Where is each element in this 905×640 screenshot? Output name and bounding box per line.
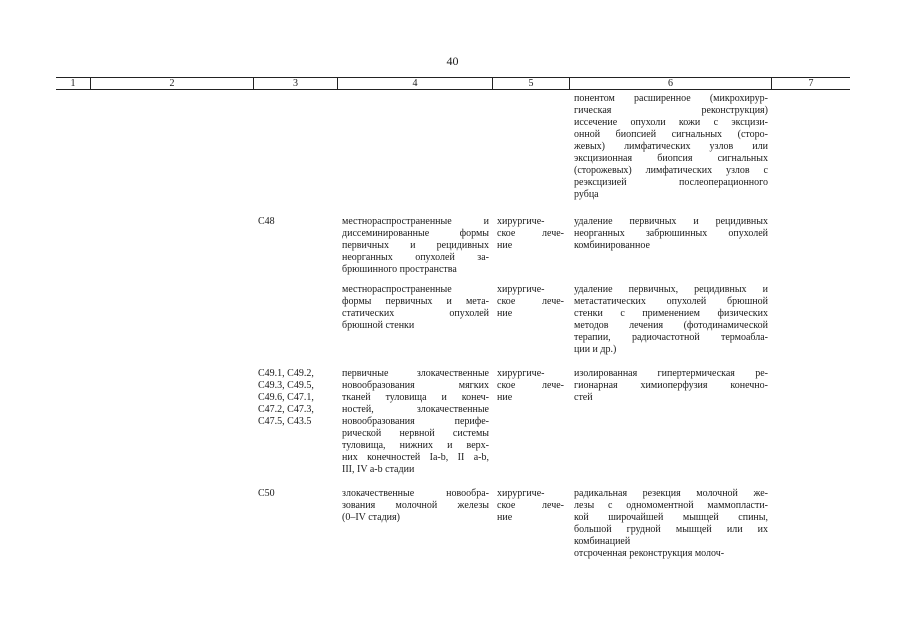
text-line: ское лече- [497, 296, 564, 307]
text-line: местнораспространенные [342, 284, 452, 295]
code-cell: C50 [258, 488, 275, 499]
text-line: удаление первичных и рецидивных [574, 216, 768, 227]
text-line: неорганных забрюшинных опухолей [574, 228, 768, 239]
treatment-type-cell [497, 216, 564, 252]
text-line: ское лече- [497, 380, 564, 391]
text-line: брюшинного пространства [342, 264, 457, 275]
text-line: ностей, злокачественные [342, 404, 489, 415]
text-line: рической нервной системы [342, 428, 489, 439]
text-line: ции и др.) [574, 344, 617, 355]
method-cell [574, 93, 768, 201]
text-line: зования молочной железы [342, 500, 489, 511]
text-line: неорганных опухолей за- [342, 252, 489, 263]
text-line: комбинацией [574, 536, 631, 547]
text-line: иссечение опухоли кожи с эксцизи- [574, 117, 768, 128]
header-cell-7: 7 [808, 78, 814, 89]
text-line: радикальная резекция молочной же- [574, 488, 768, 499]
text-line: онной биопсией сигнальных (сторо- [574, 129, 768, 140]
text-line: хирургиче- [497, 368, 545, 379]
header-bottom-rule [56, 89, 850, 90]
method-cell [574, 216, 768, 252]
text-line: диссеминированные формы [342, 228, 489, 239]
treatment-type-cell [497, 488, 564, 524]
text-line: кой широчайшей мышцей спины, [574, 512, 768, 523]
diagnosis-cell [342, 216, 489, 276]
header-cell-5: 5 [528, 78, 534, 89]
text-line: (сторожевых) лимфатических узлов с [574, 165, 768, 176]
text-line: III, IV a-b стадии [342, 464, 415, 475]
text-line: метастатических опухолей брюшной [574, 296, 768, 307]
text-line: жевых) лимфатических узлов или [574, 141, 768, 152]
text-line: удаление первичных, рецидивных и [574, 284, 768, 295]
method-cell [574, 368, 768, 404]
text-line: тканей туловища и конеч- [342, 392, 489, 403]
text-line: реэксцизией послеоперационного [574, 177, 768, 188]
text-line: туловища, нижних и верх- [342, 440, 489, 451]
diagnosis-cell [342, 488, 489, 524]
treatment-type-cell [497, 284, 564, 320]
text-line: стенки с применением физических [574, 308, 768, 319]
method-cell [574, 488, 768, 560]
header-cell-1: 1 [70, 78, 76, 89]
text-line: ние [497, 512, 513, 523]
text-line: изолированная гипертермическая ре- [574, 368, 768, 379]
text-line: ние [497, 240, 513, 251]
text-line: первичные злокачественные [342, 368, 489, 379]
text-line: ние [497, 308, 513, 319]
text-line: местнораспространенные и [342, 216, 489, 227]
text-line: первичных и рецидивных [342, 240, 489, 251]
text-line: гионарная химиоперфузия конечно- [574, 380, 768, 391]
text-line: формы первичных и мета- [342, 296, 489, 307]
text-line: рубца [574, 189, 599, 200]
text-line: эксцизионная биопсия сигнальных [574, 153, 768, 164]
text-line: комбинированное [574, 240, 650, 251]
text-line: статических опухолей [342, 308, 489, 319]
method-cell [574, 284, 768, 356]
text-line: гическая реконструкция) [574, 105, 768, 116]
text-line: хирургиче- [497, 216, 545, 227]
header-cell-2: 2 [169, 78, 175, 89]
text-line: стей [574, 392, 593, 403]
text-line: новообразования перифе- [342, 416, 489, 427]
text-line: понентом расширенное (микрохирур- [574, 93, 768, 104]
text-line: большой грудной мышцей или их [574, 524, 768, 535]
text-line: брюшной стенки [342, 320, 415, 331]
header-cell-4: 4 [412, 78, 418, 89]
diagnosis-cell [342, 284, 489, 332]
text-line: новообразования мягких [342, 380, 489, 391]
text-line: хирургиче- [497, 284, 545, 295]
text-line: (0–IV стадия) [342, 512, 400, 523]
text-line: отсроченная реконструкция молоч- [574, 548, 725, 559]
text-line: ское лече- [497, 228, 564, 239]
text-line: лезы с одномоментной маммопласти- [574, 500, 768, 511]
treatment-type-cell [497, 368, 564, 404]
code-cell: C48 [258, 216, 275, 227]
header-cell-3: 3 [293, 78, 298, 89]
header-cell-6: 6 [668, 78, 673, 89]
text-line: ние [497, 392, 513, 403]
text-line: них конечностей Ia-b, II a-b, [342, 452, 489, 463]
page-number: 40 [446, 54, 459, 68]
text-line: методов лечения (фотодинамической [574, 320, 768, 331]
text-line: хирургиче- [497, 488, 545, 499]
code-cell: C49.1, C49.2, C49.3, C49.5, C49.6, C47.1, C47.2, C47.3, C47.5, C43.5 [258, 368, 314, 427]
text-line: терапии, радиочастотной термоабла- [574, 332, 768, 343]
diagnosis-cell [342, 368, 489, 476]
text-line: ское лече- [497, 500, 564, 511]
text-line: злокачественные новообра- [342, 488, 489, 499]
